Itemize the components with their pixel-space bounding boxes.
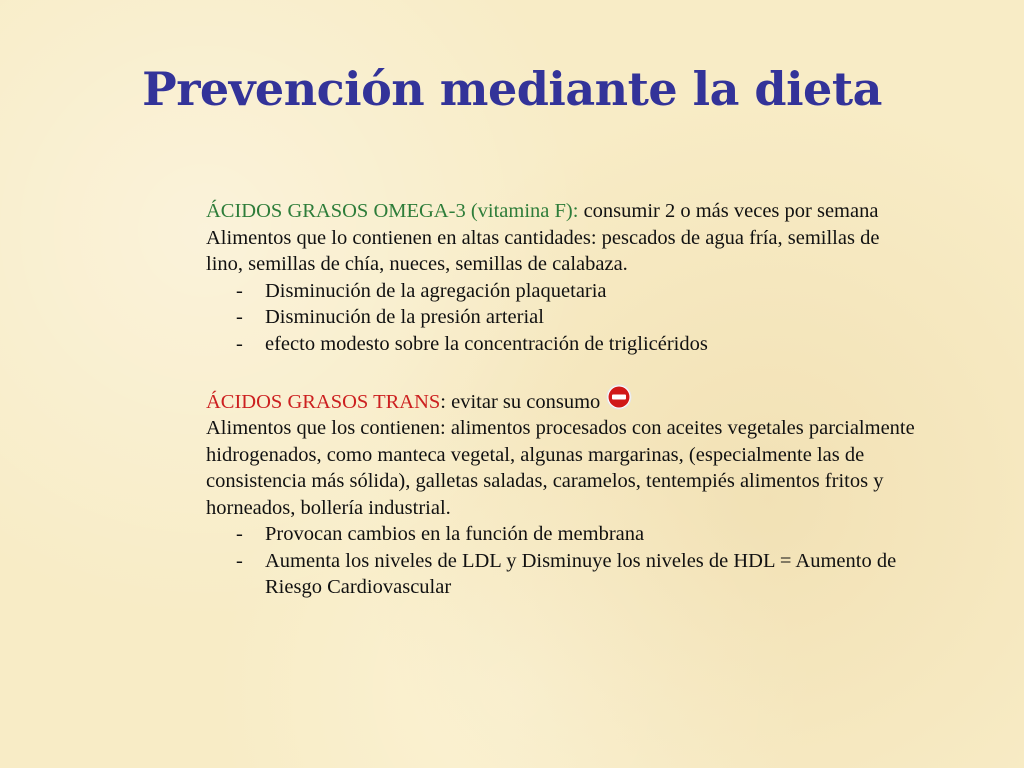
no-entry-icon: [606, 384, 632, 410]
omega3-heading: ÁCIDOS GRASOS OMEGA-3 (vitamina F): [206, 200, 573, 222]
omega3-foods: Alimentos que lo contienen en altas cantidades: pescados de agua fría, semillas de lino, semillas de chía, nueces, semillas de calabaza.: [206, 226, 880, 275]
spacer: [206, 357, 918, 384]
trans-heading: ÁCIDOS GRASOS TRANS: [206, 390, 441, 413]
omega3-colon: :: [572, 200, 579, 222]
list-item: [206, 304, 918, 331]
dash-mark: -: [236, 523, 243, 545]
omega3-intro: [206, 198, 918, 225]
benefit-text: Disminución de la presión arterial: [265, 306, 544, 328]
slide-content: [206, 198, 918, 601]
omega3-recommendation: consumir 2 o más veces por semana: [578, 200, 879, 222]
trans-foods: Alimentos que los contienen: alimentos procesados con aceites vegetales parcialmente hidrogenados, como manteca vegetal, algunas margarinas, (especialmente las de consistencia más sólida), galletas saladas, caramelos, tentempiés alimentos fritos y horneados, bollería industrial.: [206, 417, 915, 519]
dash-mark: -: [236, 549, 243, 572]
list-item: [206, 331, 918, 358]
benefit-text: Disminución de la agregación plaquetaria: [265, 279, 607, 302]
omega3-benefits-list: [206, 278, 918, 358]
list-item: [206, 548, 918, 601]
list-item: [206, 278, 918, 305]
list-item: [206, 521, 918, 548]
benefit-text: efecto modesto sobre la concentración de triglicéridos: [265, 332, 708, 355]
effect-text: Provocan cambios en la función de membrana: [265, 523, 645, 545]
effect-text: Aumenta los niveles de LDL y Disminuye los niveles de HDL = Aumento de Riesgo Cardiovascular: [265, 549, 897, 598]
dash-mark: -: [236, 279, 243, 302]
trans-intro: [206, 384, 918, 416]
dash-mark: -: [236, 332, 243, 355]
dash-mark: -: [236, 306, 243, 328]
page-title: Prevención mediante la dieta: [142, 62, 882, 116]
trans-recommendation: : evitar su consumo: [440, 390, 601, 413]
trans-effects-list: [206, 521, 918, 601]
